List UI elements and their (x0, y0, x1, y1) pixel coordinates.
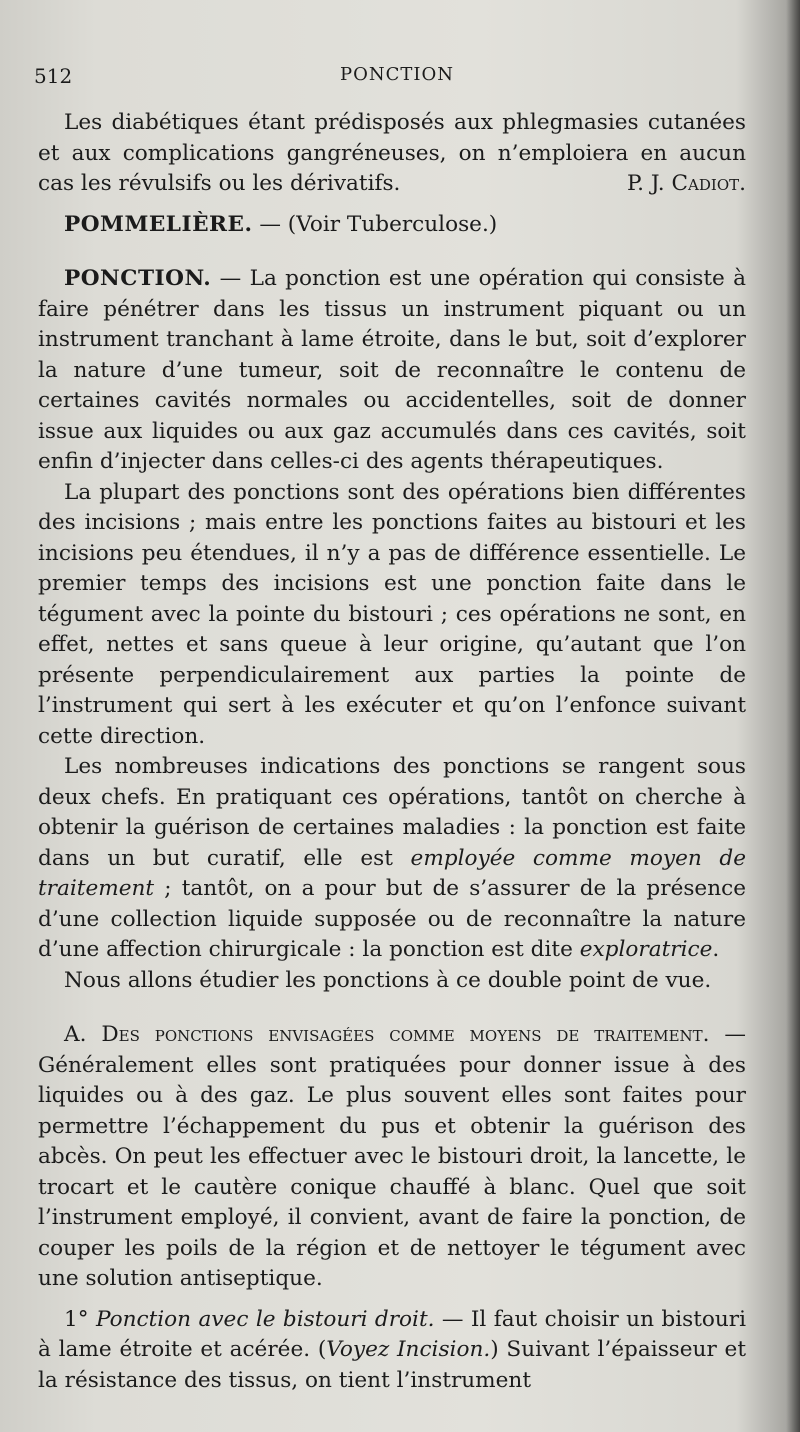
entry-pommeliere (38, 210, 746, 241)
italic-term: employée comme moyen de traitement (38, 845, 747, 901)
subsection-title: Ponction avec le bistouri droit. (95, 1306, 435, 1332)
page-number: 512 (34, 64, 73, 88)
previous-entry-ending (38, 108, 746, 200)
paragraph-incisions: La plupart des ponctions sont des opérations bien différentes des incisions ; mais entre les ponctions faites au bistouri et les incisions peu étendues, il n’y a pas de différence essentielle. Le premier temps des incisions est une ponction faite dans le tégument avec la pointe du bistouri ; ces opérations ne sont, en effet, nettes et sans queue à leur origine, qu’autant que l’on présente perpendiculairement aux parties la pointe de l’instrument qui sert à les exécuter et qu’on l’enfonce suivant cette direction. (38, 479, 746, 749)
cross-reference: Voyez Incision. (326, 1337, 491, 1362)
subsection-1 (38, 1305, 746, 1397)
paragraph-text: — La ponction est une opération qui consiste à faire pénétrer dans les tissus un instrument piquant ou un instrument tranchant à lame étroite, dans le but, soit d’explorer la nature d’une tumeur, soit de reconnaître le contenu de certaines cavités normales ou accidentelles, soit de donner issue aux liquides ou aux gaz accumulés dans ces cavités, soit enfin d’injecter dans celles-ci des agents thérapeutiques. (38, 266, 746, 474)
text-run: Les nombreuses indications des ponctions se rangent sous deux chefs. En pratiquant ces opérations, tantôt on cherche à obtenir la guérison de certaines maladies : la ponction est faite dans un but curatif, elle est (38, 754, 746, 871)
text-run: — Il faut choisir un bistouri à lame étroite et acérée. ( (38, 1306, 747, 1362)
section-heading: A. Des ponctions envisagées comme moyens de traitement. (64, 1022, 710, 1047)
entry-ponction-intro (38, 264, 746, 478)
cross-reference: — (Voir Tuberculose.) (252, 211, 498, 237)
entry-title-pommeliere: POMMELIÈRE. (64, 211, 253, 237)
text-run: . (712, 937, 720, 962)
section-a (38, 1020, 746, 1295)
text-run: ) Suivant l’épaisseur et la résistance des tissus, on tient l’instrument (38, 1337, 746, 1393)
italic-term: exploratrice (579, 937, 713, 962)
section-text: — Généralement elles sont pratiquées pour donner issue à des liquides ou à des gaz. Le plus souvent elles sont faites pour permettre l’échappement du pus et obtenir la guérison des abcès. On peut les effectuer avec le bistouri droit, la lancette, le trocart et le cautère conique chauffé à blanc. Quel que soit l’instrument employé, il convient, avant de faire la ponction, de couper les poils de la région et de nettoyer le tégument avec une solution antiseptique. (38, 1022, 746, 1291)
entry-title-ponction: PONCTION. (64, 266, 212, 291)
body-text (38, 108, 746, 1396)
paragraph-indications (38, 752, 746, 966)
paragraph-double-point: Nous allons étudier les ponctions à ce double point de vue. (64, 967, 712, 993)
text-run: ; tantôt, on a pour but de s’assurer de la présence d’une collection liquide supposée ou de reconnaître la nature d’une affection chirurgicale : la ponction est dite (38, 876, 746, 962)
author-signature: P. J. Cadiot. (626, 171, 746, 196)
page-edge-shadow (786, 0, 800, 1432)
subsection-number: 1° (64, 1306, 96, 1332)
running-title: PONCTION (340, 64, 455, 85)
page-header (34, 64, 738, 94)
previous-entry-text: Les diabétiques étant prédisposés aux phlegmasies cutanées et aux complications gangréneuses, on n’emploiera en aucun cas les révulsifs ou les dérivatifs. (38, 110, 746, 196)
